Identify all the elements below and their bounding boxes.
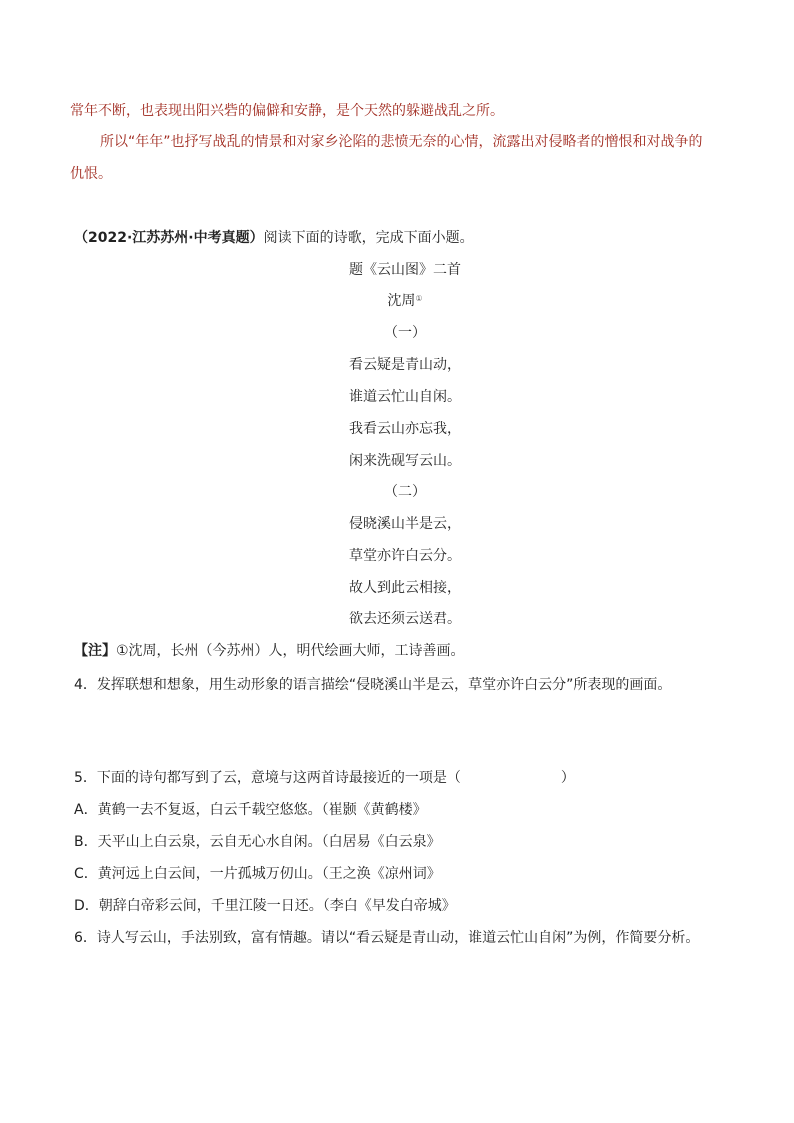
note-text: ①沈周，长州（今苏州）人，明代绘画大师，工诗善画。 <box>116 643 465 659</box>
question-source: （2022·江苏苏州·中考真题） <box>74 230 264 246</box>
option-b: B．天平山上白云泉，云自无心水自闲。（白居易《白云泉》 <box>74 834 441 850</box>
poem-line: 看云疑是青山动， <box>349 357 461 373</box>
poem-author-name: 沈周 <box>387 293 416 309</box>
poem-line: 欲去还须云送君。 <box>349 611 461 627</box>
option-c: C．黄河远上白云间，一片孤城万仞山。（王之涣《凉州词》 <box>74 866 441 882</box>
poem-part-2-label: （二） <box>384 484 426 500</box>
question-instruction: 阅读下面的诗歌，完成下面小题。 <box>263 230 474 246</box>
poem-line: 草堂亦许白云分。 <box>349 548 461 564</box>
analysis-line-3: 仇恨。 <box>70 166 112 182</box>
poem-line: 侵晓溪山半是云， <box>349 516 461 532</box>
poem-line: 闲来洗砚写云山。 <box>349 453 461 469</box>
poem-note <box>74 641 465 661</box>
poem-line: 故人到此云相接， <box>349 580 461 596</box>
poem-line: 谁道云忙山自闲。 <box>349 389 461 405</box>
analysis-line-1: 常年不断，也表现出阳兴砦的偏僻和安静，是个天然的躲避战乱之所。 <box>70 103 504 119</box>
poem-line: 我看云山亦忘我， <box>349 421 461 437</box>
poem-note-mark: ① <box>415 294 423 303</box>
poem-author <box>0 291 794 311</box>
note-label: 【注】 <box>74 643 116 659</box>
question-4: 4．发挥联想和想象，用生动形象的语言描绘“侵晓溪山半是云，草堂亦许白云分”所表现的画面。 <box>74 677 672 693</box>
analysis-line-2: 所以“年年”也抒写战乱的情景和对家乡沦陷的悲愤无奈的心情，流露出对侵略者的憎恨和对战争的 <box>100 134 703 150</box>
poem-title: 题《云山图》二首 <box>349 262 461 278</box>
question-5-stem <box>74 768 575 788</box>
question-5-text: 5．下面的诗句都写到了云，意境与这两首诗最接近的一项是（ <box>74 770 461 786</box>
question-5-close: ） <box>560 770 575 786</box>
poem-part-1-label: （一） <box>384 325 426 341</box>
option-d: D．朝辞白帝彩云间，千里江陵一日还。（李白《早发白帝城》 <box>74 898 456 914</box>
question-6: 6．诗人写云山，手法别致，富有情趣。请以“看云疑是青山动，谁道云忙山自闲”为例，作简要分析。 <box>74 930 700 946</box>
option-a: A．黄鹤一去不复返，白云千载空悠悠。（崔颢《黄鹤楼》 <box>74 802 427 818</box>
question-intro <box>74 228 474 248</box>
